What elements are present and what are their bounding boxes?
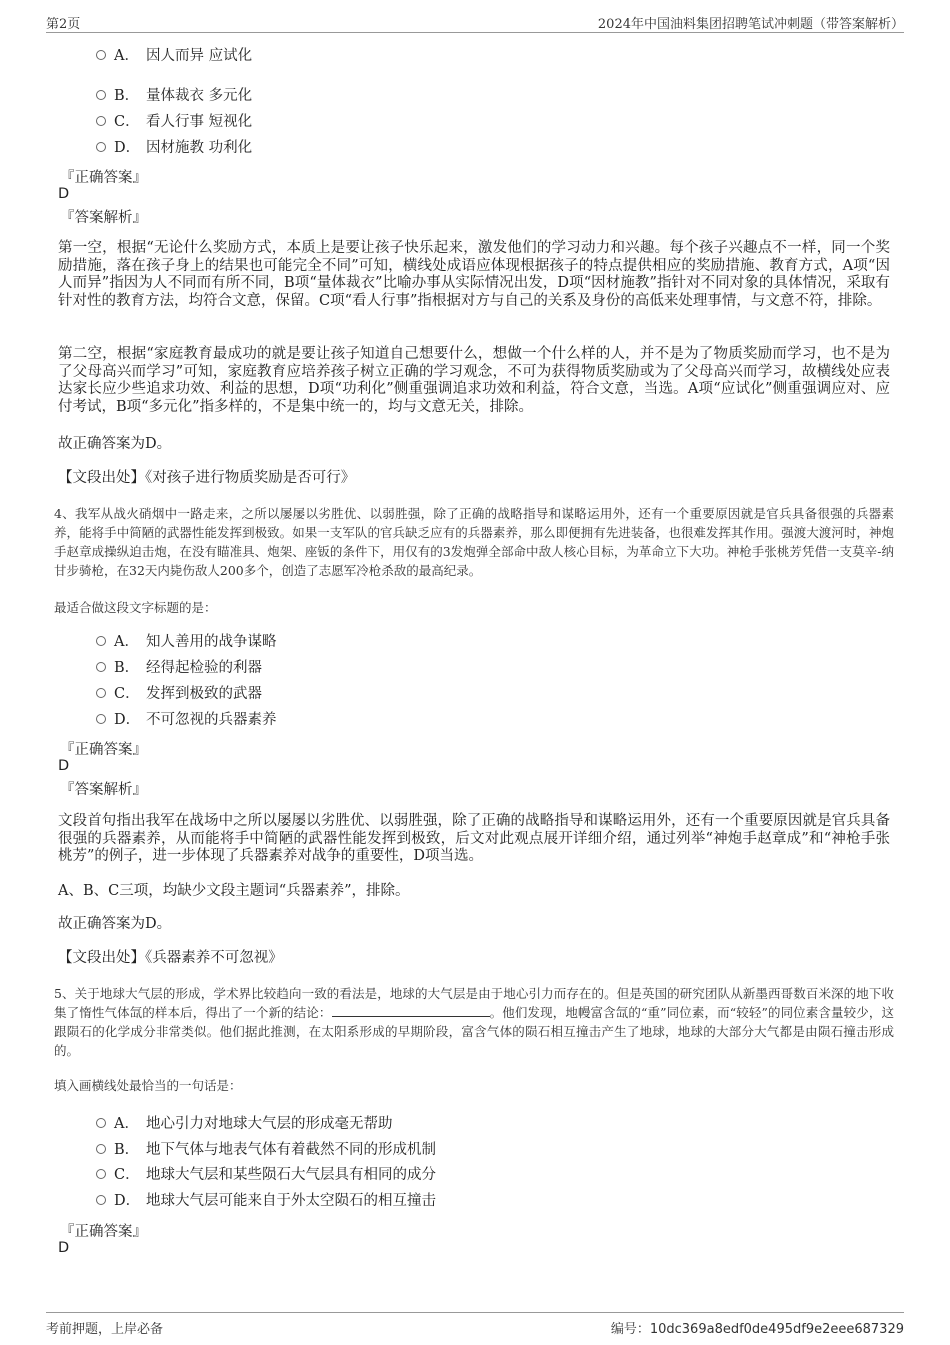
q4-option-a[interactable]: A． 知人善用的战争谋略 xyxy=(96,632,277,652)
q3-answer-label: 『正确答案』 xyxy=(60,170,147,186)
q4-answer: D xyxy=(58,758,70,774)
q3-analysis-label: 『答案解析』 xyxy=(60,210,147,226)
footer-slogan: 考前押题，上岸必备 xyxy=(46,1322,164,1337)
q5-answer: D xyxy=(58,1240,70,1256)
q4-analysis-paragraph-1: 文段首句指出我军在战场中之所以屡屡以劣胜优、以弱胜强，除了正确的战略指导和谋略运用外，还有一个重要原因就是官兵具备很强的兵器素养，从而能将手中简陋的武器性能发挥到极致，后文对此观点展开详细介绍，通过列举“神炮手赵章成”和“神枪手张桃芳”的例子，进一步体现了兵器素养对战争的重要性，D项当选。 xyxy=(58,813,890,864)
q4-option-c[interactable]: C． 发挥到极致的武器 xyxy=(96,684,262,704)
q3-option-b[interactable]: B． 量体裁衣 多元化 xyxy=(96,86,252,106)
q4-source: 【文段出处】《兵器素养不可忽视》 xyxy=(58,950,283,966)
radio-icon[interactable] xyxy=(96,1169,106,1179)
radio-icon[interactable] xyxy=(96,688,106,698)
q4-option-d[interactable]: D． 不可忽视的兵器素养 xyxy=(96,710,277,730)
radio-icon[interactable] xyxy=(96,662,106,672)
fill-in-blank xyxy=(332,1004,490,1017)
page-footer xyxy=(46,1312,904,1339)
q4-analysis-paragraph-2: A、B、C三项，均缺少文段主题词“兵器素养”，排除。 xyxy=(58,883,410,899)
q4-stem: 4、我军从战火硝烟中一路走来，之所以屡屡以劣胜优、以弱胜强，除了正确的战略指导和谋略运用外，还有一个重要原因就是官兵具备很强的兵器素养，能将手中简陋的武器性能发挥到极致。如果一支军队的官兵缺乏应有的兵器素养，那么即便拥有先进装备，也很难发挥其作用。强渡大渡河时，神炮手赵章成操纵迫击炮，在没有瞄准具、炮架、座钣的条件下，用仅有的3发炮弹全部命中敌人核心目标，为革命立下大功。神枪手张桃芳凭借一支莫辛-纳甘步骑枪，在32天内毙伤敌人200多个，创造了志愿军冷枪杀敌的最高纪录。 xyxy=(54,506,894,578)
radio-icon[interactable] xyxy=(96,636,106,646)
q5-option-a[interactable]: A． 地心引力对地球大气层的形成毫无帮助 xyxy=(96,1114,393,1134)
q5-stem: 5、关于地球大气层的形成，学术界比较趋向一致的看法是，地球的大气层是由于地心引力而存在的。但是英国的研究团队从新墨西哥数百米深的地下收集了惰性气体氙的样本后，得出了一个新的结论： 。他们发现，地幔富含氙的“重”同位素，而“较轻”的同位素含量较少，这跟陨石的化学成分非常类似。他们据此推测，在太阳系形成的早期阶段，富含气体的陨石相互撞击产生了地球，地球的大部分大气都是由陨石撞击形成的。 xyxy=(54,986,894,1058)
page-header xyxy=(46,10,904,33)
q4-option-b[interactable]: B． 经得起检验的利器 xyxy=(96,658,262,678)
document-title: 2024年中国油料集团招聘笔试冲刺题（带答案解析） xyxy=(597,17,904,32)
page-number: 第2页 xyxy=(46,17,81,32)
q4-conclusion: 故正确答案为D。 xyxy=(58,916,172,932)
q5-answer-label: 『正确答案』 xyxy=(60,1224,147,1240)
q5-option-d[interactable]: D． 地球大气层可能来自于外太空陨石的相互撞击 xyxy=(96,1191,436,1211)
radio-icon[interactable] xyxy=(96,714,106,724)
radio-icon[interactable] xyxy=(96,90,106,100)
q5-option-b[interactable]: B． 地下气体与地表气体有着截然不同的形成机制 xyxy=(96,1140,436,1160)
radio-icon[interactable] xyxy=(96,1195,106,1205)
document-code: 编号：10dc369a8edf0de495df9e2eee687329 xyxy=(610,1322,904,1337)
q3-option-d[interactable]: D． 因材施教 功利化 xyxy=(96,138,252,158)
q4-analysis-label: 『答案解析』 xyxy=(60,782,147,798)
q3-analysis-paragraph-1: 第一空，根据“无论什么奖励方式，本质上是要让孩子快乐起来，激发他们的学习动力和兴趣。每个孩子兴趣点不一样，同一个奖励措施，落在孩子身上的结果也可能完全不同”可知，横线处成语应体现根据孩子的特点提供相应的奖励措施、教育方式，A项“因人而异”指因为人不同而有所不同，B项“量体裁衣”比喻办事从实际情况出发，D项“因材施教”指针对不同对象的具体情况，采取有针对性的教育方法，均符合文意，保留。C项“看人行事”指根据对方与自己的关系及身份的高低来处理事情，与文意不符，排除。 xyxy=(58,240,890,309)
q3-option-c[interactable]: C． 看人行事 短视化 xyxy=(96,112,252,132)
q5-option-c[interactable]: C． 地球大气层和某些陨石大气层具有相同的成分 xyxy=(96,1165,436,1185)
q4-prompt: 最适合做这段文字标题的是： xyxy=(54,600,217,615)
radio-icon[interactable] xyxy=(96,116,106,126)
q3-option-a[interactable]: A． 因人而异 应试化 xyxy=(96,46,252,66)
radio-icon[interactable] xyxy=(96,142,106,152)
radio-icon[interactable] xyxy=(96,50,106,60)
radio-icon[interactable] xyxy=(96,1144,106,1154)
q3-source: 【文段出处】《对孩子进行物质奖励是否可行》 xyxy=(58,470,356,486)
q3-answer: D xyxy=(58,186,70,202)
q3-conclusion: 故正确答案为D。 xyxy=(58,436,172,452)
q5-prompt: 填入画横线处最恰当的一句话是： xyxy=(54,1078,242,1093)
q3-analysis-paragraph-2: 第二空，根据“家庭教育最成功的就是要让孩子知道自己想要什么，想做一个什么样的人，并不是为了物质奖励而学习，也不是为了父母高兴而学习”可知，家庭教育应培养孩子树立正确的学习观念，不可为获得物质奖励或为了父母高兴而学习，故横线处应表达家长应少些追求功效、利益的思想，D项“功利化”侧重强调追求功效和利益，符合文意，当选。A项“应试化”侧重强调应对、应付考试，B项“多元化”指多样的，不是集中统一的，均与文意无关，排除。 xyxy=(58,346,890,415)
q4-answer-label: 『正确答案』 xyxy=(60,742,147,758)
radio-icon[interactable] xyxy=(96,1118,106,1128)
